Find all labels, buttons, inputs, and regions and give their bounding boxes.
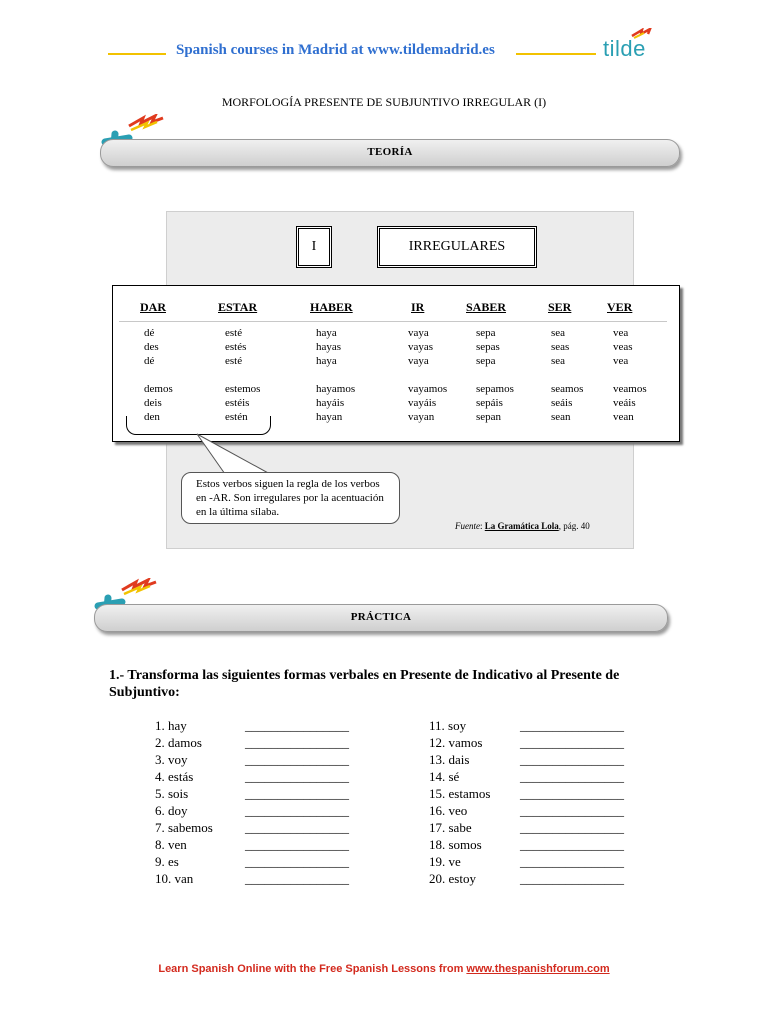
verb-form: vean (613, 411, 634, 423)
verb-form: esté (225, 355, 243, 367)
answer-blank[interactable]: ________________ (520, 769, 624, 784)
exercise-item: 11. soy (429, 718, 467, 733)
document-title: MORFOLOGÍA PRESENTE DE SUBJUNTIVO IRREGULAR (I) (221, 95, 547, 109)
answer-blank[interactable]: ________________ (520, 837, 624, 852)
verb-forms-ser (551, 326, 583, 424)
verb-form: seas (551, 341, 570, 353)
answer-blank[interactable]: ________________ (245, 752, 349, 767)
answer-blank[interactable]: ________________ (245, 718, 349, 733)
verb-form: sean (551, 411, 571, 423)
exercise-item: 16. veo (429, 803, 468, 818)
exercise-item: 6. doy (155, 803, 188, 818)
answer-blank[interactable]: ________________ (520, 803, 624, 818)
answer-blank[interactable]: ________________ (520, 718, 624, 733)
answer-blank[interactable]: ________________ (245, 803, 349, 818)
footer-text: Learn Spanish Online with the Free Spanish Lessons from (158, 963, 467, 975)
practice-section-bar (94, 604, 668, 632)
exercise-item: 5. sois (155, 786, 189, 801)
verb-form: sepas (476, 341, 500, 353)
exercise-item: 9. es (155, 854, 179, 869)
verb-header-dar: DAR (140, 300, 166, 314)
exercise-item: 12. vamos (429, 735, 483, 750)
roman-numeral-box (296, 226, 332, 268)
verb-form: sepáis (476, 397, 503, 409)
verb-forms-ver (613, 326, 647, 424)
verb-form: hayas (316, 341, 342, 353)
verb-form: estéis (225, 397, 250, 409)
answer-blank[interactable]: ________________ (520, 735, 624, 750)
note-text: Estos verbos siguen la regla de los verbos en -AR. Son irregulares por la acentuación en la última sílaba. (196, 478, 384, 518)
answer-blank[interactable]: ________________ (245, 820, 349, 835)
verb-form: sea (551, 355, 566, 367)
answer-blank[interactable]: ________________ (245, 786, 349, 801)
callout-tail (195, 432, 285, 476)
source-page: , pág. 40 (558, 521, 590, 531)
exercise-item: 10. van (155, 871, 194, 886)
roman-numeral: I (311, 239, 317, 254)
footer-link[interactable]: www.thespanishforum.com (466, 963, 610, 975)
footer (0, 963, 768, 975)
header-rule-left (108, 53, 166, 55)
verb-header-ver: VER (607, 300, 633, 314)
verb-form: veamos (613, 383, 647, 395)
verb-form: estén (225, 411, 248, 423)
verb-form: estemos (225, 383, 261, 395)
verb-header-ir: IR (411, 300, 425, 314)
answer-blank[interactable]: ________________ (520, 752, 624, 767)
verb-form: demos (144, 383, 173, 395)
verb-header-ser: SER (548, 300, 572, 314)
exercise-item: 20. estoy (429, 871, 476, 886)
verb-form: vea (613, 355, 629, 367)
verb-form: sepan (476, 411, 502, 423)
exercise-item: 4. estás (155, 769, 194, 784)
answer-blank[interactable]: ________________ (245, 769, 349, 784)
verb-form: dé (144, 355, 155, 367)
answer-blank[interactable]: ________________ (520, 820, 624, 835)
exercise-item: 2. damos (155, 735, 202, 750)
verb-form: haya (316, 355, 337, 367)
verb-form: veas (613, 341, 633, 353)
verb-form: seáis (551, 397, 573, 409)
verb-form: esté (225, 327, 243, 339)
verb-forms-estar (225, 326, 260, 424)
verb-table-divider (119, 321, 667, 322)
source-citation: Fuente: La Gramática Lola, pág. 40 (455, 521, 590, 531)
verb-form: vaya (408, 355, 429, 367)
verb-form: haya (316, 327, 337, 339)
verb-form: hayamos (316, 383, 356, 395)
exercise-item: 7. sabemos (155, 820, 213, 835)
verb-form: dé (144, 327, 155, 339)
note-callout (181, 472, 400, 524)
verb-form: sea (551, 327, 566, 339)
exercise-items-right (429, 717, 490, 887)
answer-blank[interactable]: ________________ (245, 735, 349, 750)
verb-header-estar: ESTAR (218, 300, 258, 314)
answer-blank[interactable]: ________________ (245, 871, 349, 886)
answer-blanks-right (520, 717, 624, 887)
verb-form: vayáis (408, 397, 437, 409)
irregulares-label: IRREGULARES (408, 239, 506, 254)
verb-form: vaya (408, 327, 429, 339)
verb-form: sepa (476, 327, 496, 339)
verb-form: sepamos (476, 383, 514, 395)
exercise-item: 1. hay (155, 718, 187, 733)
verb-form: vayas (408, 341, 434, 353)
exercise-item: 8. ven (155, 837, 187, 852)
verb-form: hayan (316, 411, 343, 423)
verb-form: deis (144, 397, 162, 409)
verb-form: vea (613, 327, 629, 339)
exercise-item: 17. sabe (429, 820, 472, 835)
practice-section-title: PRÁCTICA (350, 611, 412, 623)
irregulares-box (377, 226, 537, 268)
exercise-item: 13. dais (429, 752, 470, 767)
exercise-item: 14. sé (429, 769, 460, 784)
header-rule-right (516, 53, 596, 55)
tilde-logo-word: tilde (603, 36, 646, 61)
verb-header-haber: HABER (310, 300, 353, 314)
exercise-item: 3. voy (155, 752, 188, 767)
answer-blanks-left (245, 717, 349, 887)
verb-form: veáis (613, 397, 636, 409)
answer-blank[interactable]: ________________ (520, 871, 624, 886)
exercise-item: 19. ve (429, 854, 461, 869)
answer-blank[interactable]: ________________ (520, 786, 624, 801)
verb-form: den (144, 411, 160, 423)
verb-form: vayan (408, 411, 435, 423)
exercise-item: 15. estamos (429, 786, 491, 801)
answer-blank[interactable]: ________________ (520, 854, 624, 869)
verb-form: des (144, 341, 159, 353)
verb-forms-haber (316, 326, 355, 424)
verb-header-saber: SABER (466, 300, 507, 314)
answer-blank[interactable]: ________________ (245, 837, 349, 852)
theory-section-title: TEORÍA (367, 146, 413, 158)
verb-forms-ir (408, 326, 447, 424)
theory-section-bar (100, 139, 680, 167)
verb-form: hayáis (316, 397, 345, 409)
answer-blank[interactable]: ________________ (245, 854, 349, 869)
verb-form: seamos (551, 383, 584, 395)
source-label: Fuente (455, 521, 480, 531)
verb-form: estés (225, 341, 247, 353)
exercise-items-left (155, 717, 213, 887)
exercise-item: 18. somos (429, 837, 482, 852)
verb-forms-saber (476, 326, 514, 424)
exercise-instruction: 1.- Transforma las siguientes formas verbales en Presente de Indicativo al Presente de Subjuntivo: (109, 668, 620, 700)
verb-form: sepa (476, 355, 496, 367)
header-link[interactable]: Spanish courses in Madrid at www.tildemadrid.es (176, 42, 495, 58)
source-title[interactable]: La Gramática Lola (484, 521, 559, 531)
verb-form: vayamos (408, 383, 448, 395)
verb-forms-dar (144, 326, 173, 424)
